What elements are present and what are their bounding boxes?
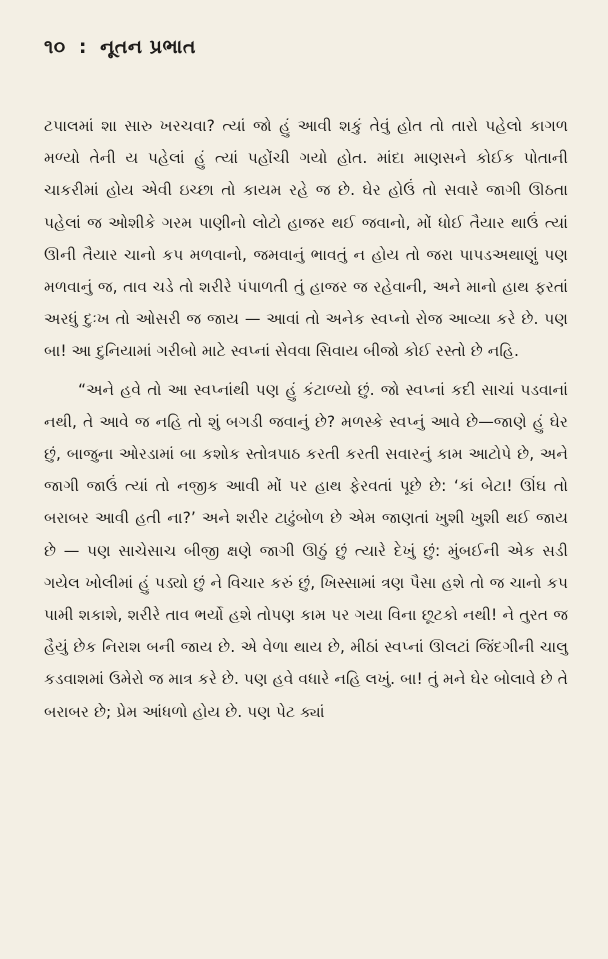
page-number: ૧૦ — [44, 36, 66, 58]
running-head — [44, 36, 568, 58]
book-title: નૂતન પ્રભાત — [100, 36, 196, 58]
paragraph-1: ટપાલમાં શા સારુ ખરચવા? ત્યાં જો હું આવી શકું તેવું હોત તો તારો પહેલો કાગળ મળ્યો તેની ય પહેલાં હું ત્યાં પહોંચી ગયો હોત. માંદા માણસને કોઈક પોતાની ચાકરીમાં હોય એવી ઇચ્છા તો કાયમ રહે જ છે. ઘેર હોઉં તો સવારે જાગી ઊઠતા પહેલાં જ ઓશીકે ગરમ પાણીનો લોટો હાજર થઈ જવાનો, મોં ધોઈ તૈયાર થાઉં ત્યાં ઊની તૈયાર ચાનો કપ મળવાનો, જમવાનું ભાવતું ન હોય તો જરા પાપડઅથાણું પણ મળવાનું જ, તાવ ચડે તો શરીરે પંપાળતી તું હાજર જ રહેવાની, અને માનો હાથ ફરતાં અરધું દુઃખ તો ઓસરી જ જાય — આવાં તો અનેક સ્વપ્નો રોજ આવ્યા કરે છે. પણ બા! આ દુનિયામાં ગરીબો માટે સ્વપ્નાં સેવવા સિવાય બીજો કોઈ રસ્તો છે નહિ. — [44, 117, 568, 361]
paragraph-2: “અને હવે તો આ સ્વપ્નાંથી પણ હું કંટાળ્યો છું. જો સ્વપ્નાં કદી સાચાં પડવાનાં નથી, તે આવે જ નહિ તો શું બગડી જવાનું છે? મળસ્કે સ્વપ્નું આવે છે—જાણે હું ઘેર છું, બાજુના ઓરડામાં બા કશોક સ્તોત્રપાઠ કરતી કરતી સવારનું કામ આટોપે છે, અને જાગી જાઉં ત્યાં તો નજીક આવી મોં પર હાથ ફેરવતાં પૂછે છે: ‘કાં બેટા! ઊંઘ તો બરાબર આવી હતી ના?’ અને શરીર ટાઢુંબોળ છે એમ જાણતાં ખુશી ખુશી થઈ જાય છે — પણ સાચેસાચ બીજી ક્ષણે જાગી ઊઠું છું ત્યારે દેખું છું: મુંબઈની એક સડી ગયેલ ખોલીમાં હું પડ્યો છું ને વિચાર કરું છું, ખિસ્સામાં ત્રણ પૈસા હશે તો જ ચાનો કપ પામી શકાશે, શરીરે તાવ ભર્યો હશે તોપણ કામ પર ગયા વિના છૂટકો નથી! ને તુરત જ હૈયું છેક નિરાશ બની જાય છે. એ વેળા થાય છે, મીઠાં સ્વપ્નાં ઊલટાં જિંદગીની ચાલુ કડવાશમાં ઉમેરો જ માત્ર કરે છે. પણ હવે વધારે નહિ લખું. બા! તું મને ઘેર બોલાવે છે તે બરાબર છે; પ્રેમ આંધળો હોય છે. પણ પેટ ક્યાં — [44, 380, 568, 721]
header-separator: : — [78, 36, 87, 58]
